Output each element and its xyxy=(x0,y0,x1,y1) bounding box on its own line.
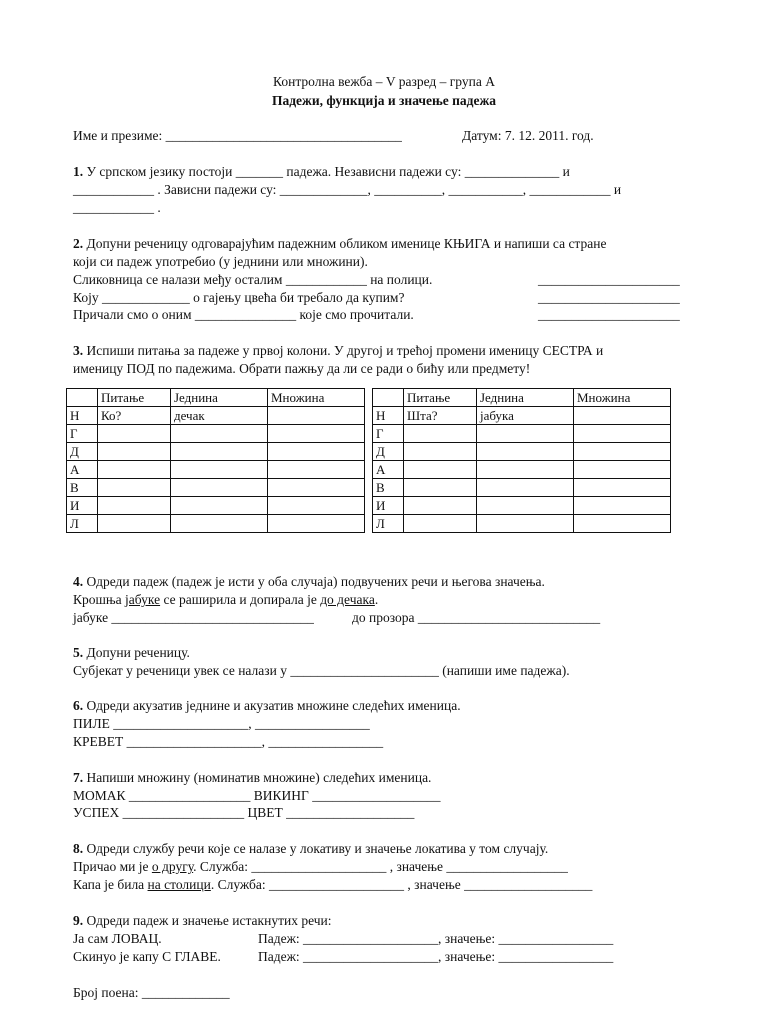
question-cell xyxy=(404,425,477,443)
table-header-cell: Питање xyxy=(98,389,171,407)
q2-answer-3: _____________________ xyxy=(538,307,680,322)
declension-table-right xyxy=(372,388,671,533)
q2-number: 2. xyxy=(73,236,84,251)
table-row xyxy=(373,515,671,533)
q8-row-part: Капа је била xyxy=(73,877,148,892)
case-label: Г xyxy=(67,425,98,443)
q8-underlined-word-1: о другу xyxy=(151,859,194,874)
case-label: Г xyxy=(373,425,404,443)
q6-line1 xyxy=(73,698,461,714)
q2-text1: Допуни реченицу одговарајућим падежним обликом именице КЊИГА и напиши са стране xyxy=(83,236,607,251)
plural-cell xyxy=(268,479,365,497)
q3-text1: Испиши питања за падеже у првој колони. У другој и трећој промени именицу СЕСТРА и xyxy=(83,343,604,358)
points-field: Број поена: _____________ xyxy=(73,985,230,1000)
q2-line2: који си падеж употребио (у једнини или множини). xyxy=(73,254,368,269)
singular-cell xyxy=(477,479,574,497)
q1-line2: ____________ . Зависни падежи су: _____________, __________, ___________, ____________ и xyxy=(73,182,622,197)
question-cell xyxy=(98,461,171,479)
q8-line1 xyxy=(73,841,548,857)
case-label: Л xyxy=(67,515,98,533)
plural-cell xyxy=(574,497,671,515)
q7-text1: Напиши множину (номинатив множине) следећих именица. xyxy=(83,770,432,785)
plural-cell xyxy=(268,461,365,479)
plural-cell xyxy=(574,407,671,425)
q2-sentence-1: Сликовница се налази међу осталим ____________ на полици. xyxy=(73,272,433,287)
q9-sentence-2: Скинуо је капу С ГЛАВЕ. xyxy=(73,949,221,964)
plural-cell xyxy=(574,515,671,533)
q7-line3: УСПЕХ __________________ ЦВЕТ ___________________ xyxy=(73,805,415,820)
q9-text1: Одреди падеж и значење истакнутих речи: xyxy=(83,913,332,928)
q2-sentence-3: Причали смо о оним _______________ које смо прочитали. xyxy=(73,307,414,322)
q8-row-1 xyxy=(73,859,568,875)
q5-line2: Субјекат у реченици увек се налази у ______________________ (напиши име падежа). xyxy=(73,663,570,678)
q8-row-2 xyxy=(73,877,592,893)
singular-cell xyxy=(477,461,574,479)
q3-line2: именицу ПОД по падежима. Обрати пажњу да ли се ради о бићу или предмету! xyxy=(73,361,531,376)
q2-answer-1: _____________________ xyxy=(538,272,680,287)
q1-line1 xyxy=(73,164,570,180)
name-field: Име и презиме: ___________________________________ xyxy=(73,128,402,143)
plural-cell xyxy=(574,443,671,461)
table-row xyxy=(373,443,671,461)
plural-cell xyxy=(574,425,671,443)
q6-number: 6. xyxy=(73,698,84,713)
singular-cell xyxy=(477,497,574,515)
q9-answer-2: Падеж: ____________________, значење: _________________ xyxy=(258,949,614,964)
plural-cell xyxy=(268,515,365,533)
q4-sentence-part: се раширила и допирала је xyxy=(160,592,321,607)
table-header-cell: Множина xyxy=(268,389,365,407)
q4-text1: Одреди падеж (падеж је исти у оба случаја) подвучених речи и његова значења. xyxy=(83,574,545,589)
q1-line3: ____________ . xyxy=(73,200,161,215)
plural-cell xyxy=(268,407,365,425)
q8-row-part: Причао ми је xyxy=(73,859,152,874)
table-header-cell: Једнина xyxy=(477,389,574,407)
question-cell xyxy=(404,497,477,515)
table-header-cell: Множина xyxy=(574,389,671,407)
singular-cell: дечак xyxy=(171,407,268,425)
table-row xyxy=(67,425,365,443)
q4-number: 4. xyxy=(73,574,84,589)
question-cell: Шта? xyxy=(404,407,477,425)
singular-cell xyxy=(171,443,268,461)
q4-sentence-part: Крошња xyxy=(73,592,126,607)
singular-cell xyxy=(171,515,268,533)
table-row xyxy=(67,407,365,425)
q7-line2: МОМАК __________________ ВИКИНГ ___________________ xyxy=(73,788,441,803)
q2-sentence-2: Коју _____________ о гајењу цвећа би требало да купим? xyxy=(73,290,405,305)
question-cell xyxy=(98,497,171,515)
case-label: А xyxy=(67,461,98,479)
q6-line3: КРЕВЕТ ____________________, _________________ xyxy=(73,734,384,749)
q6-line2: ПИЛЕ ____________________, _________________ xyxy=(73,716,370,731)
plural-cell xyxy=(574,479,671,497)
case-label: И xyxy=(67,497,98,515)
q9-line1 xyxy=(73,913,332,929)
table-header-cell: Питање xyxy=(404,389,477,407)
q3-line1 xyxy=(73,343,603,359)
q4-line1 xyxy=(73,574,545,590)
q6-text1: Одреди акузатив једнине и акузатив множине следећих именица. xyxy=(83,698,461,713)
table-header-cell xyxy=(67,389,98,407)
declension-table-left xyxy=(66,388,365,533)
q7-line1 xyxy=(73,770,431,786)
plural-cell xyxy=(268,497,365,515)
question-cell xyxy=(404,515,477,533)
q3-number: 3. xyxy=(73,343,84,358)
q1-text1: У српском језику постоји _______ падежа. Независни падежи су: ______________ и xyxy=(83,164,570,179)
singular-cell xyxy=(171,461,268,479)
table-row xyxy=(373,407,671,425)
case-label: И xyxy=(373,497,404,515)
question-cell xyxy=(404,461,477,479)
table-row xyxy=(67,515,365,533)
singular-cell xyxy=(477,425,574,443)
table-row xyxy=(67,443,365,461)
worksheet-title: Контролна вежба – V разред – група А xyxy=(273,74,495,89)
q9-sentence-1: Ја сам ЛОВАЦ. xyxy=(73,931,162,946)
q8-number: 8. xyxy=(73,841,84,856)
case-label: В xyxy=(67,479,98,497)
case-label: Л xyxy=(373,515,404,533)
q4-answer-1: јабуке ______________________________ xyxy=(73,610,314,625)
singular-cell xyxy=(171,497,268,515)
q4-sentence-part: . xyxy=(374,592,379,607)
question-cell xyxy=(98,515,171,533)
question-cell: Ко? xyxy=(98,407,171,425)
question-cell xyxy=(404,479,477,497)
case-label: А xyxy=(373,461,404,479)
case-label: Д xyxy=(67,443,98,461)
table-header-row xyxy=(67,389,365,407)
singular-cell: јабука xyxy=(477,407,574,425)
singular-cell xyxy=(171,425,268,443)
question-cell xyxy=(404,443,477,461)
plural-cell xyxy=(574,461,671,479)
q4-underlined-word-1: јабуке xyxy=(125,592,161,607)
q9-answer-1: Падеж: ____________________, значење: _________________ xyxy=(258,931,614,946)
q8-row-part: . Служба: ____________________ , значење __________________ xyxy=(193,859,568,874)
singular-cell xyxy=(477,443,574,461)
table-row xyxy=(373,497,671,515)
q5-number: 5. xyxy=(73,645,84,660)
worksheet-subtitle: Падежи, функција и значење падежа xyxy=(271,93,497,108)
q4-sentence xyxy=(73,592,378,608)
q4-answer-2: до прозора ___________________________ xyxy=(352,610,601,625)
plural-cell xyxy=(268,443,365,461)
q9-number: 9. xyxy=(73,913,84,928)
question-cell xyxy=(98,479,171,497)
question-cell xyxy=(98,443,171,461)
q8-underlined-word-2: на столици xyxy=(147,877,211,892)
table-header-row xyxy=(373,389,671,407)
singular-cell xyxy=(171,479,268,497)
question-cell xyxy=(98,425,171,443)
case-label: Н xyxy=(67,407,98,425)
q8-text1: Одреди службу речи које се налазе у локативу и значење локатива у том случају. xyxy=(83,841,549,856)
q2-answer-2: _____________________ xyxy=(538,290,680,305)
q8-row-part: . Служба: ____________________ , значење ___________________ xyxy=(210,877,593,892)
table-header-cell: Једнина xyxy=(171,389,268,407)
table-header-cell xyxy=(373,389,404,407)
table-row xyxy=(373,461,671,479)
table-row xyxy=(67,497,365,515)
case-label: В xyxy=(373,479,404,497)
q4-underlined-word-2: до дечака xyxy=(320,592,375,607)
table-row xyxy=(373,425,671,443)
q7-number: 7. xyxy=(73,770,84,785)
q5-text1: Допуни реченицу. xyxy=(83,645,190,660)
case-label: Д xyxy=(373,443,404,461)
table-row xyxy=(67,461,365,479)
table-row xyxy=(373,479,671,497)
date-field: Датум: 7. 12. 2011. год. xyxy=(462,128,594,143)
q1-number: 1. xyxy=(73,164,84,179)
case-label: Н xyxy=(373,407,404,425)
singular-cell xyxy=(477,515,574,533)
q5-line1 xyxy=(73,645,190,661)
plural-cell xyxy=(268,425,365,443)
table-row xyxy=(67,479,365,497)
q2-line1 xyxy=(73,236,606,252)
